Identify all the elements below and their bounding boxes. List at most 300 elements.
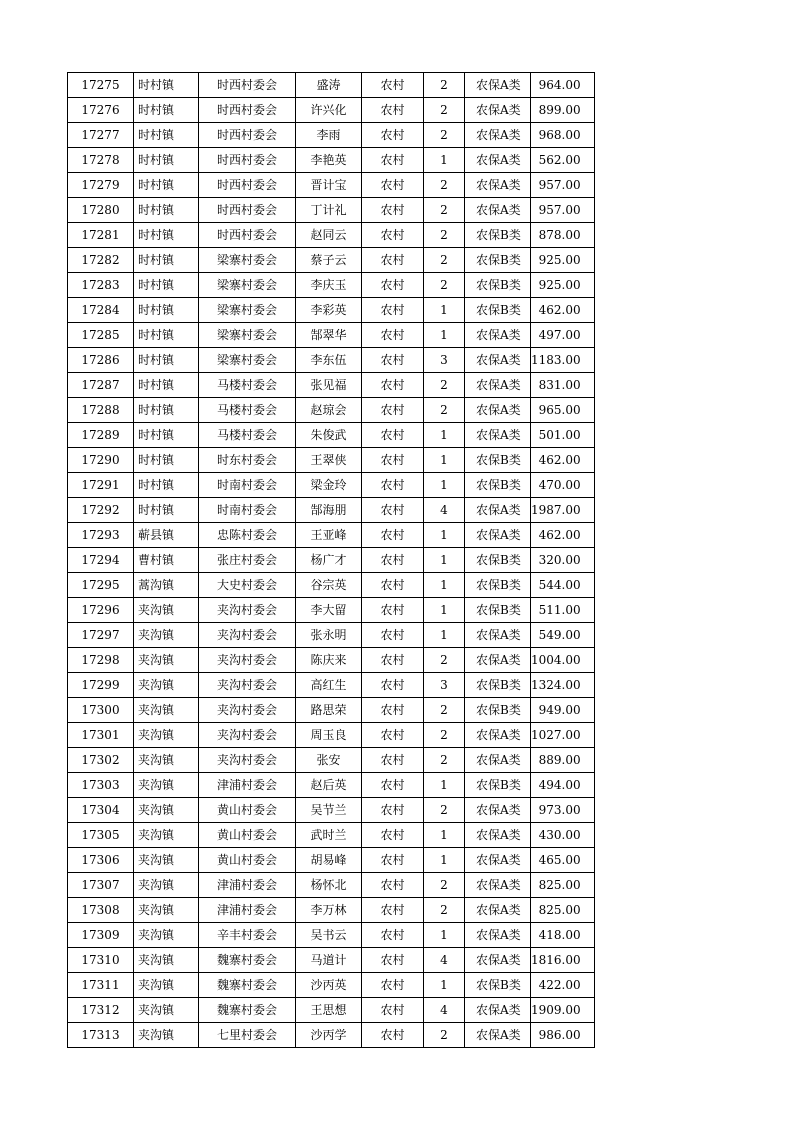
household-type-cell: 农村 <box>362 748 424 773</box>
town-cell: 时村镇 <box>134 298 199 323</box>
record-id-cell: 17305 <box>68 823 134 848</box>
household-type-cell: 农村 <box>362 148 424 173</box>
household-type-cell: 农村 <box>362 248 424 273</box>
household-type-cell: 农村 <box>362 598 424 623</box>
village-committee-cell: 津浦村委会 <box>199 773 296 798</box>
record-id-cell: 17310 <box>68 948 134 973</box>
table-row <box>68 473 595 498</box>
person-name-cell: 盛涛 <box>296 73 362 98</box>
town-cell: 时村镇 <box>134 173 199 198</box>
village-committee-cell: 夹沟村委会 <box>199 623 296 648</box>
person-name-cell: 武时兰 <box>296 823 362 848</box>
insurance-category-cell: 农保A类 <box>465 323 531 348</box>
insurance-category-cell: 农保B类 <box>465 448 531 473</box>
amount-cell: 418.00 <box>531 923 595 948</box>
town-cell: 时村镇 <box>134 473 199 498</box>
record-id-cell: 17292 <box>68 498 134 523</box>
person-name-cell: 杨怀北 <box>296 873 362 898</box>
household-count-cell: 2 <box>424 698 465 723</box>
record-id-cell: 17287 <box>68 373 134 398</box>
insurance-category-cell: 农保B类 <box>465 248 531 273</box>
village-committee-cell: 黄山村委会 <box>199 848 296 873</box>
person-name-cell: 梁金玲 <box>296 473 362 498</box>
village-committee-cell: 津浦村委会 <box>199 873 296 898</box>
record-id-cell: 17299 <box>68 673 134 698</box>
amount-cell: 320.00 <box>531 548 595 573</box>
household-type-cell: 农村 <box>362 998 424 1023</box>
insurance-category-cell: 农保A类 <box>465 173 531 198</box>
table-row <box>68 598 595 623</box>
household-count-cell: 2 <box>424 198 465 223</box>
village-committee-cell: 魏寨村委会 <box>199 998 296 1023</box>
insurance-category-cell: 农保A类 <box>465 73 531 98</box>
household-count-cell: 2 <box>424 73 465 98</box>
household-type-cell: 农村 <box>362 273 424 298</box>
town-cell: 时村镇 <box>134 223 199 248</box>
town-cell: 夹沟镇 <box>134 773 199 798</box>
table-row <box>68 623 595 648</box>
person-name-cell: 吴节兰 <box>296 798 362 823</box>
person-name-cell: 王思想 <box>296 998 362 1023</box>
town-cell: 时村镇 <box>134 123 199 148</box>
insurance-category-cell: 农保A类 <box>465 348 531 373</box>
insurance-category-cell: 农保A类 <box>465 373 531 398</box>
amount-cell: 825.00 <box>531 873 595 898</box>
household-type-cell: 农村 <box>362 523 424 548</box>
household-count-cell: 2 <box>424 123 465 148</box>
insurance-category-cell: 农保A类 <box>465 398 531 423</box>
town-cell: 时村镇 <box>134 373 199 398</box>
town-cell: 时村镇 <box>134 73 199 98</box>
person-name-cell: 沙丙英 <box>296 973 362 998</box>
person-name-cell: 陈庆来 <box>296 648 362 673</box>
village-committee-cell: 梁寨村委会 <box>199 323 296 348</box>
household-type-cell: 农村 <box>362 473 424 498</box>
household-type-cell: 农村 <box>362 498 424 523</box>
insurance-category-cell: 农保A类 <box>465 848 531 873</box>
town-cell: 曹村镇 <box>134 548 199 573</box>
town-cell: 时村镇 <box>134 323 199 348</box>
town-cell: 夹沟镇 <box>134 948 199 973</box>
record-id-cell: 17278 <box>68 148 134 173</box>
insurance-category-cell: 农保A类 <box>465 873 531 898</box>
insurance-category-cell: 农保A类 <box>465 1023 531 1048</box>
amount-cell: 501.00 <box>531 423 595 448</box>
village-committee-cell: 黄山村委会 <box>199 823 296 848</box>
record-id-cell: 17309 <box>68 923 134 948</box>
town-cell: 夹沟镇 <box>134 598 199 623</box>
person-name-cell: 李庆玉 <box>296 273 362 298</box>
household-type-cell: 农村 <box>362 873 424 898</box>
person-name-cell: 李东伍 <box>296 348 362 373</box>
amount-cell: 1324.00 <box>531 673 595 698</box>
amount-cell: 925.00 <box>531 248 595 273</box>
amount-cell: 1909.00 <box>531 998 595 1023</box>
household-type-cell: 农村 <box>362 73 424 98</box>
household-count-cell: 1 <box>424 823 465 848</box>
town-cell: 时村镇 <box>134 98 199 123</box>
town-cell: 夹沟镇 <box>134 798 199 823</box>
household-type-cell: 农村 <box>362 723 424 748</box>
table-row <box>68 573 595 598</box>
record-id-cell: 17290 <box>68 448 134 473</box>
record-id-cell: 17298 <box>68 648 134 673</box>
record-id-cell: 17304 <box>68 798 134 823</box>
household-count-cell: 2 <box>424 723 465 748</box>
amount-cell: 957.00 <box>531 173 595 198</box>
household-count-cell: 2 <box>424 648 465 673</box>
record-id-cell: 17306 <box>68 848 134 873</box>
household-type-cell: 农村 <box>362 448 424 473</box>
person-name-cell: 王翠侠 <box>296 448 362 473</box>
town-cell: 时村镇 <box>134 248 199 273</box>
town-cell: 夹沟镇 <box>134 848 199 873</box>
table-row <box>68 723 595 748</box>
table-row <box>68 923 595 948</box>
amount-cell: 831.00 <box>531 373 595 398</box>
town-cell: 夹沟镇 <box>134 698 199 723</box>
household-count-cell: 1 <box>424 523 465 548</box>
table-row <box>68 273 595 298</box>
insurance-category-cell: 农保B类 <box>465 973 531 998</box>
insurance-category-cell: 农保B类 <box>465 698 531 723</box>
household-type-cell: 农村 <box>362 548 424 573</box>
household-count-cell: 1 <box>424 973 465 998</box>
amount-cell: 470.00 <box>531 473 595 498</box>
household-type-cell: 农村 <box>362 648 424 673</box>
village-committee-cell: 忠陈村委会 <box>199 523 296 548</box>
table-row <box>68 148 595 173</box>
record-id-cell: 17303 <box>68 773 134 798</box>
table-row <box>68 448 595 473</box>
household-count-cell: 2 <box>424 98 465 123</box>
town-cell: 时村镇 <box>134 398 199 423</box>
person-name-cell: 李大留 <box>296 598 362 623</box>
amount-cell: 889.00 <box>531 748 595 773</box>
amount-cell: 549.00 <box>531 623 595 648</box>
household-count-cell: 1 <box>424 323 465 348</box>
household-count-cell: 1 <box>424 848 465 873</box>
person-name-cell: 李艳英 <box>296 148 362 173</box>
town-cell: 夹沟镇 <box>134 973 199 998</box>
person-name-cell: 郜海朋 <box>296 498 362 523</box>
person-name-cell: 许兴化 <box>296 98 362 123</box>
table-row <box>68 698 595 723</box>
record-id-cell: 17282 <box>68 248 134 273</box>
table-row <box>68 423 595 448</box>
village-committee-cell: 夹沟村委会 <box>199 648 296 673</box>
amount-cell: 462.00 <box>531 523 595 548</box>
insurance-category-cell: 农保A类 <box>465 723 531 748</box>
person-name-cell: 周玉良 <box>296 723 362 748</box>
person-name-cell: 路思荣 <box>296 698 362 723</box>
insurance-category-cell: 农保A类 <box>465 923 531 948</box>
table-row <box>68 373 595 398</box>
household-type-cell: 农村 <box>362 848 424 873</box>
person-name-cell: 杨广才 <box>296 548 362 573</box>
village-committee-cell: 马楼村委会 <box>199 423 296 448</box>
insurance-category-cell: 农保B类 <box>465 673 531 698</box>
record-id-cell: 17295 <box>68 573 134 598</box>
person-name-cell: 蔡子云 <box>296 248 362 273</box>
village-committee-cell: 时西村委会 <box>199 198 296 223</box>
village-committee-cell: 时南村委会 <box>199 473 296 498</box>
household-type-cell: 农村 <box>362 423 424 448</box>
table-body <box>68 73 595 1048</box>
person-name-cell: 晋计宝 <box>296 173 362 198</box>
table-row <box>68 773 595 798</box>
household-count-cell: 2 <box>424 398 465 423</box>
household-count-cell: 2 <box>424 373 465 398</box>
village-committee-cell: 辛丰村委会 <box>199 923 296 948</box>
household-count-cell: 1 <box>424 923 465 948</box>
household-type-cell: 农村 <box>362 323 424 348</box>
village-committee-cell: 大史村委会 <box>199 573 296 598</box>
household-count-cell: 4 <box>424 998 465 1023</box>
record-id-cell: 17275 <box>68 73 134 98</box>
household-count-cell: 1 <box>424 548 465 573</box>
amount-cell: 964.00 <box>531 73 595 98</box>
person-name-cell: 丁计礼 <box>296 198 362 223</box>
village-committee-cell: 七里村委会 <box>199 1023 296 1048</box>
household-type-cell: 农村 <box>362 798 424 823</box>
household-count-cell: 1 <box>424 623 465 648</box>
person-name-cell: 张见福 <box>296 373 362 398</box>
town-cell: 夹沟镇 <box>134 648 199 673</box>
insurance-category-cell: 农保A类 <box>465 148 531 173</box>
household-type-cell: 农村 <box>362 673 424 698</box>
insurance-category-cell: 农保A类 <box>465 498 531 523</box>
household-count-cell: 3 <box>424 673 465 698</box>
person-name-cell: 郜翠华 <box>296 323 362 348</box>
table-row <box>68 348 595 373</box>
household-type-cell: 农村 <box>362 173 424 198</box>
household-type-cell: 农村 <box>362 823 424 848</box>
record-id-cell: 17297 <box>68 623 134 648</box>
household-count-cell: 2 <box>424 223 465 248</box>
insurance-category-cell: 农保A类 <box>465 648 531 673</box>
record-id-cell: 17283 <box>68 273 134 298</box>
person-name-cell: 赵后英 <box>296 773 362 798</box>
table-row <box>68 848 595 873</box>
amount-cell: 1027.00 <box>531 723 595 748</box>
household-type-cell: 农村 <box>362 573 424 598</box>
table-row <box>68 173 595 198</box>
record-id-cell: 17294 <box>68 548 134 573</box>
village-committee-cell: 梁寨村委会 <box>199 248 296 273</box>
amount-cell: 562.00 <box>531 148 595 173</box>
table-row <box>68 523 595 548</box>
table-row <box>68 298 595 323</box>
amount-cell: 973.00 <box>531 798 595 823</box>
person-name-cell: 沙丙学 <box>296 1023 362 1048</box>
record-id-cell: 17277 <box>68 123 134 148</box>
table-row <box>68 1023 595 1048</box>
amount-cell: 986.00 <box>531 1023 595 1048</box>
village-committee-cell: 马楼村委会 <box>199 398 296 423</box>
record-id-cell: 17284 <box>68 298 134 323</box>
amount-cell: 925.00 <box>531 273 595 298</box>
village-committee-cell: 时西村委会 <box>199 223 296 248</box>
record-id-cell: 17302 <box>68 748 134 773</box>
town-cell: 时村镇 <box>134 423 199 448</box>
insurance-category-cell: 农保B类 <box>465 548 531 573</box>
table-row <box>68 223 595 248</box>
insurance-category-cell: 农保B类 <box>465 223 531 248</box>
insurance-category-cell: 农保A类 <box>465 898 531 923</box>
village-committee-cell: 时西村委会 <box>199 148 296 173</box>
insurance-category-cell: 农保A类 <box>465 623 531 648</box>
village-committee-cell: 夹沟村委会 <box>199 748 296 773</box>
household-type-cell: 农村 <box>362 1023 424 1048</box>
town-cell: 蕲县镇 <box>134 523 199 548</box>
town-cell: 时村镇 <box>134 148 199 173</box>
amount-cell: 497.00 <box>531 323 595 348</box>
village-committee-cell: 津浦村委会 <box>199 898 296 923</box>
insurance-category-cell: 农保B类 <box>465 298 531 323</box>
household-count-cell: 2 <box>424 173 465 198</box>
record-id-cell: 17280 <box>68 198 134 223</box>
amount-cell: 462.00 <box>531 298 595 323</box>
insurance-category-cell: 农保A类 <box>465 423 531 448</box>
person-name-cell: 胡易峰 <box>296 848 362 873</box>
table-row <box>68 823 595 848</box>
insurance-category-cell: 农保B类 <box>465 473 531 498</box>
insurance-category-cell: 农保A类 <box>465 98 531 123</box>
insurance-category-cell: 农保A类 <box>465 198 531 223</box>
village-committee-cell: 魏寨村委会 <box>199 948 296 973</box>
person-name-cell: 李万林 <box>296 898 362 923</box>
household-type-cell: 农村 <box>362 223 424 248</box>
household-type-cell: 农村 <box>362 898 424 923</box>
amount-cell: 1183.00 <box>531 348 595 373</box>
table-row <box>68 673 595 698</box>
town-cell: 蒿沟镇 <box>134 573 199 598</box>
table-row <box>68 798 595 823</box>
village-committee-cell: 夹沟村委会 <box>199 598 296 623</box>
table-row <box>68 998 595 1023</box>
household-type-cell: 农村 <box>362 398 424 423</box>
record-id-cell: 17286 <box>68 348 134 373</box>
insurance-category-cell: 农保A类 <box>465 748 531 773</box>
amount-cell: 965.00 <box>531 398 595 423</box>
insurance-category-cell: 农保A类 <box>465 123 531 148</box>
person-name-cell: 谷宗英 <box>296 573 362 598</box>
village-committee-cell: 时南村委会 <box>199 498 296 523</box>
household-count-cell: 1 <box>424 473 465 498</box>
records-table <box>67 72 595 1048</box>
person-name-cell: 李彩英 <box>296 298 362 323</box>
town-cell: 时村镇 <box>134 348 199 373</box>
village-committee-cell: 时西村委会 <box>199 98 296 123</box>
table-row <box>68 898 595 923</box>
record-id-cell: 17293 <box>68 523 134 548</box>
table-row <box>68 398 595 423</box>
amount-cell: 462.00 <box>531 448 595 473</box>
village-committee-cell: 马楼村委会 <box>199 373 296 398</box>
village-committee-cell: 时西村委会 <box>199 173 296 198</box>
record-id-cell: 17312 <box>68 998 134 1023</box>
town-cell: 夹沟镇 <box>134 898 199 923</box>
person-name-cell: 赵同云 <box>296 223 362 248</box>
household-type-cell: 农村 <box>362 973 424 998</box>
household-count-cell: 1 <box>424 448 465 473</box>
record-id-cell: 17301 <box>68 723 134 748</box>
village-committee-cell: 梁寨村委会 <box>199 273 296 298</box>
insurance-category-cell: 农保A类 <box>465 798 531 823</box>
table-row <box>68 323 595 348</box>
amount-cell: 899.00 <box>531 98 595 123</box>
town-cell: 夹沟镇 <box>134 723 199 748</box>
record-id-cell: 17285 <box>68 323 134 348</box>
record-id-cell: 17276 <box>68 98 134 123</box>
household-type-cell: 农村 <box>362 348 424 373</box>
household-count-cell: 4 <box>424 498 465 523</box>
household-count-cell: 2 <box>424 873 465 898</box>
table-row <box>68 98 595 123</box>
household-count-cell: 1 <box>424 298 465 323</box>
household-count-cell: 2 <box>424 1023 465 1048</box>
town-cell: 夹沟镇 <box>134 623 199 648</box>
insurance-category-cell: 农保A类 <box>465 998 531 1023</box>
insurance-category-cell: 农保A类 <box>465 523 531 548</box>
household-type-cell: 农村 <box>362 298 424 323</box>
village-committee-cell: 夹沟村委会 <box>199 723 296 748</box>
person-name-cell: 赵琼会 <box>296 398 362 423</box>
table-row <box>68 873 595 898</box>
town-cell: 夹沟镇 <box>134 823 199 848</box>
village-committee-cell: 夹沟村委会 <box>199 698 296 723</box>
household-count-cell: 1 <box>424 148 465 173</box>
table-row <box>68 948 595 973</box>
record-id-cell: 17288 <box>68 398 134 423</box>
amount-cell: 1004.00 <box>531 648 595 673</box>
amount-cell: 949.00 <box>531 698 595 723</box>
household-count-cell: 1 <box>424 598 465 623</box>
table-row <box>68 498 595 523</box>
table-row <box>68 973 595 998</box>
household-type-cell: 农村 <box>362 373 424 398</box>
person-name-cell: 张永明 <box>296 623 362 648</box>
household-count-cell: 2 <box>424 898 465 923</box>
record-id-cell: 17296 <box>68 598 134 623</box>
amount-cell: 544.00 <box>531 573 595 598</box>
person-name-cell: 吴书云 <box>296 923 362 948</box>
record-id-cell: 17300 <box>68 698 134 723</box>
household-type-cell: 农村 <box>362 123 424 148</box>
household-count-cell: 1 <box>424 773 465 798</box>
town-cell: 时村镇 <box>134 448 199 473</box>
household-count-cell: 2 <box>424 748 465 773</box>
town-cell: 时村镇 <box>134 498 199 523</box>
record-id-cell: 17308 <box>68 898 134 923</box>
household-type-cell: 农村 <box>362 923 424 948</box>
amount-cell: 1816.00 <box>531 948 595 973</box>
table-row <box>68 248 595 273</box>
household-type-cell: 农村 <box>362 198 424 223</box>
town-cell: 夹沟镇 <box>134 1023 199 1048</box>
household-type-cell: 农村 <box>362 98 424 123</box>
town-cell: 夹沟镇 <box>134 998 199 1023</box>
village-committee-cell: 时西村委会 <box>199 123 296 148</box>
household-count-cell: 2 <box>424 798 465 823</box>
amount-cell: 465.00 <box>531 848 595 873</box>
table-row <box>68 73 595 98</box>
person-name-cell: 朱俊武 <box>296 423 362 448</box>
village-committee-cell: 时西村委会 <box>199 73 296 98</box>
town-cell: 夹沟镇 <box>134 923 199 948</box>
household-type-cell: 农村 <box>362 773 424 798</box>
